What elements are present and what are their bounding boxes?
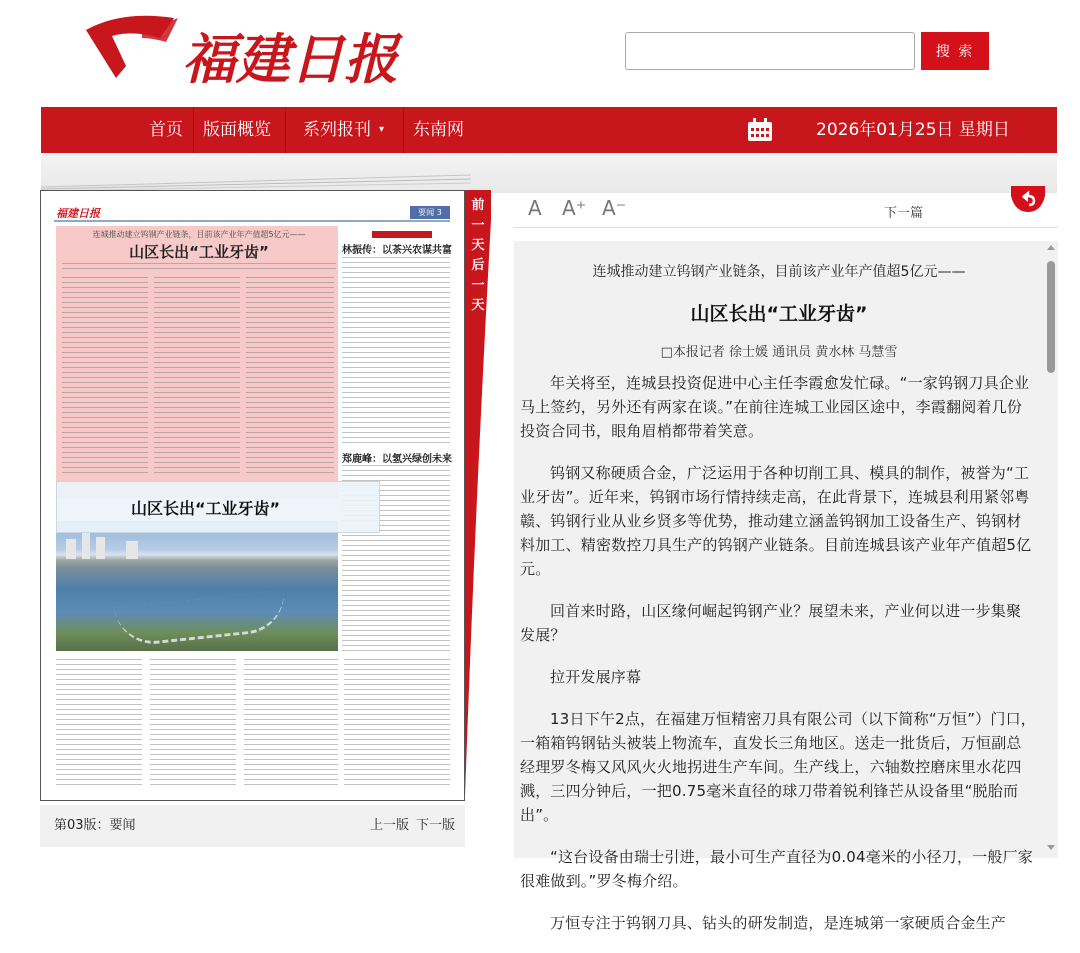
logo-text: 福建日报 [182, 27, 398, 91]
article-toolbar [514, 192, 1058, 228]
nav-item-series-label: 系列报刊 [303, 120, 371, 140]
page-stack-decoration [41, 153, 1057, 193]
article-kicker: 连城推动建立钨钢产业链条，目前该产业年产值超5亿元—— [592, 264, 966, 280]
article-paragraph: 年关将至，连城县投资促进中心主任李霞愈发忙碌。“一家钨钢刀具企业马上签约，另外还有两家在谈。”在前往连城工业园区途中，李霞翻阅着几份投资合同书，眼角眉梢都带着笑意。 [520, 374, 1030, 440]
search-input[interactable] [625, 32, 915, 70]
nav-item-home[interactable]: 首页 [149, 120, 183, 140]
article-content [514, 241, 1044, 932]
article-paragraph: “这台设备由瑞士引进，最小可生产直径为0.04毫米的小径刀，一般厂家很难做到。”罗冬梅介绍。 [520, 848, 1033, 890]
article-subheading: 拉开发展序幕 [550, 668, 642, 686]
article-body [520, 371, 1036, 953]
page-caption-bar [40, 805, 465, 847]
prev-day-link[interactable]: 前一天 [471, 198, 485, 253]
side-article-heading[interactable]: 林振传：以茶兴农谋共富 [342, 245, 452, 256]
next-day-link[interactable]: 后一天 [471, 258, 485, 313]
font-increase-button[interactable]: A⁺ [562, 196, 587, 220]
nav-item-dnw[interactable]: 东南网 [413, 120, 464, 140]
section-tag: 要闻 3 [410, 206, 450, 219]
scroll-thumb[interactable] [1047, 261, 1055, 373]
page-number-label: 第03版：要闻 [54, 818, 136, 833]
current-date: 2026年01月25日 星期日 [816, 120, 1010, 140]
scroll-up-icon[interactable] [1047, 245, 1055, 250]
nav-item-series[interactable] [303, 107, 384, 153]
newspaper-page-preview[interactable] [40, 190, 465, 801]
nav-item-overview[interactable]: 版面概览 [203, 120, 271, 140]
calendar-icon[interactable] [747, 118, 773, 142]
article-title-overlay[interactable] [56, 481, 380, 533]
return-arrow-icon[interactable] [1011, 186, 1045, 214]
article-byline: □本报记者 徐士媛 通讯员 黄水林 马慧雪 [660, 345, 898, 360]
nav-bar [41, 107, 1057, 153]
chevron-down-icon: ▾ [379, 124, 385, 135]
prev-page-link[interactable]: 上一版 [370, 818, 410, 833]
next-article-link[interactable]: 下一篇 [884, 206, 924, 221]
fujian-daily-logo[interactable] [82, 8, 398, 91]
overlay-title: 山区长出“工业牙齿” [131, 499, 281, 518]
news-photo [56, 521, 338, 651]
side-article-heading-2[interactable]: 郑鹿峰：以氢兴绿创未来 [342, 454, 452, 465]
article-paragraph: 回首来时路，山区缘何崛起钨钢产业？展望未来，产业何以进一步集聚发展？ [520, 602, 1022, 644]
scroll-down-icon[interactable] [1047, 845, 1055, 850]
article-title: 山区长出“工业牙齿” [690, 303, 868, 325]
article-paragraph: 13日下午2点，在福建万恒精密刀具有限公司（以下简称“万恒”）门口，一箱箱钨钢钻头被装上物流车，直发长三角地区。送走一批货后，万恒副总经理罗冬梅又风风火火地拐进生产车间。生产线上，六轴数控磨床里水花四溅，三四分钟后，一把0.75毫米直径的球刀带着锐利锋芒从设备里“脱胎而出”。 [520, 710, 1036, 824]
article-scrollbar[interactable] [1044, 241, 1058, 858]
article-paragraph: 钨钢又称硬质合金，广泛运用于各种切削工具、模具的制作，被誉为“工业牙齿”。近年来，钨钢市场行情持续走高，在此背景下，连城县利用紧邻粤赣、钨钢行业从业乡贤多等优势，推动建立涵盖钨钢加工设备生产、钨钢材料加工、精密数控刀具生产的钨钢产业链条。目前连城县该产业年产值超5亿元。 [520, 464, 1032, 578]
font-default-button[interactable]: A [528, 196, 542, 220]
paper-headline: 山区长出“工业牙齿” [129, 243, 269, 261]
paper-kicker: 连城推动建立钨钢产业链条，目前该产业年产值超5亿元—— [92, 230, 306, 239]
paper-logo: 福建日报 [56, 207, 100, 220]
search-button[interactable]: 搜 索 [921, 32, 989, 70]
article-paragraph: 万恒专注于钨钢刀具、钻头的研发制造，是连城第一家硬质合金生产 [550, 914, 1007, 932]
next-page-link[interactable]: 下一版 [416, 818, 456, 833]
font-decrease-button[interactable]: A⁻ [602, 196, 627, 220]
